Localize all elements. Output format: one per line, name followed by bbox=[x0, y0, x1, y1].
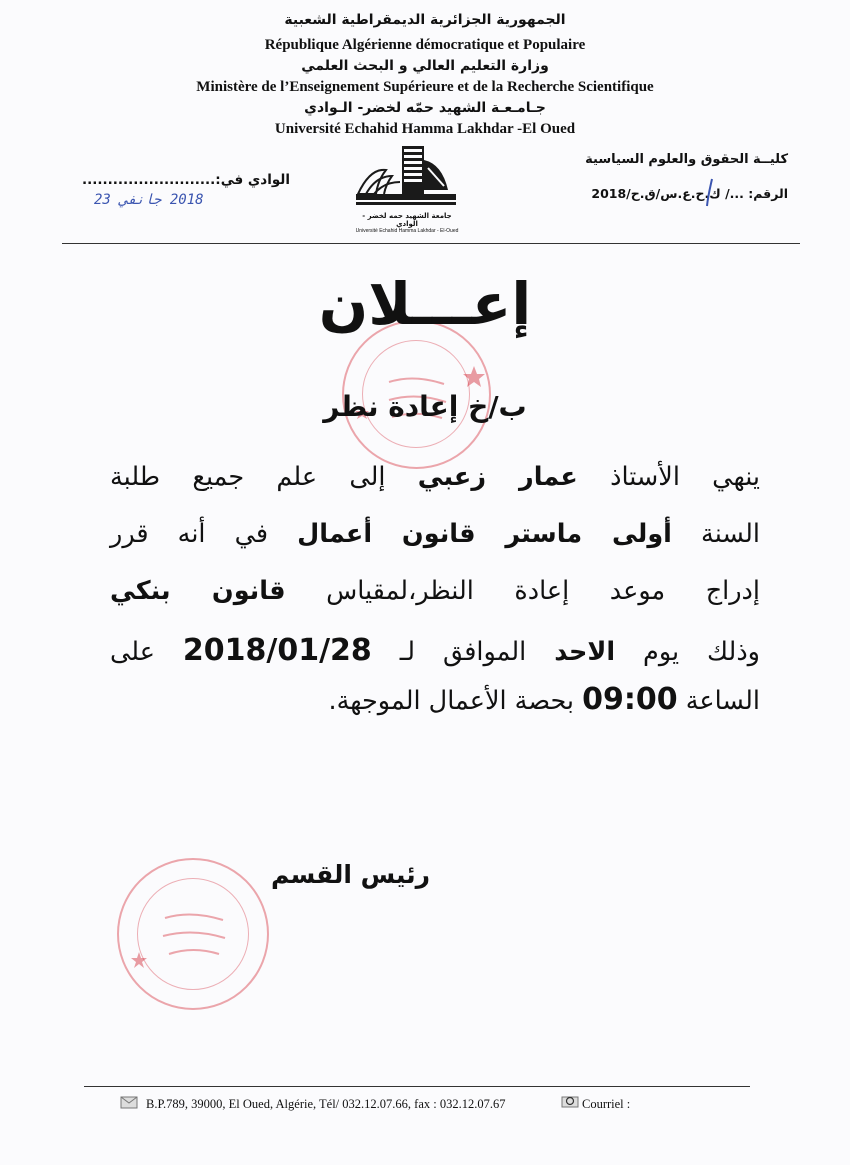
ministry-title-ar: وزارة التعليم العالي و البحث العلمي bbox=[301, 58, 549, 74]
notice-body-line-2: السنة أولى ماستر قانون أعمال في أنه قرر bbox=[110, 519, 760, 549]
footer-address: B.P.789, 39000, El Oued, Algérie, Tél/ 032.12.07.66, fax : 032.12.07.67 bbox=[146, 1097, 506, 1111]
email-icon bbox=[561, 1094, 579, 1108]
university-logo bbox=[352, 140, 462, 232]
handwritten-ref-mark bbox=[700, 176, 720, 208]
notice-body-line-1: ينهي الأستاذ عمار زعبي إلى علم جميع طلبة bbox=[110, 462, 760, 492]
notice-title: إعـــلان bbox=[318, 270, 532, 338]
faculty-name: كليــة الحقوق والعلوم السياسية bbox=[585, 152, 788, 167]
republic-title-fr: République Algérienne démocratique et Populaire bbox=[264, 37, 586, 53]
logo-caption-fr: Université Echahid Hamma Lakhdar - El-Oued bbox=[355, 228, 459, 234]
signature-label: رئيس القسم bbox=[270, 860, 430, 889]
republic-title-ar: الجمهورية الجزائرية الديمقراطية الشعبية bbox=[284, 12, 566, 28]
notice-body-line-4: وذلك يوم الاحد الموافق لـ 2018/01/28 على bbox=[110, 633, 760, 668]
footer-email-label: Courriel : bbox=[582, 1097, 631, 1111]
header-divider bbox=[62, 243, 800, 244]
notice-subtitle: ب/خ إعادة نظر bbox=[323, 390, 527, 423]
official-stamp-bottom bbox=[117, 858, 269, 1010]
logo-caption-ar: جامعة الشهيد حمه لخضر - الوادي bbox=[362, 212, 452, 228]
place-date-field: الوادي في:.......................... bbox=[81, 172, 290, 188]
university-building-icon bbox=[352, 140, 462, 208]
university-title-fr: Université Echahid Hamma Lakhdar -El Oued bbox=[274, 121, 576, 137]
university-title-ar: جـامـعـة الشهيد حمّه لخضر- الـوادي bbox=[304, 100, 546, 116]
notice-body-line-5: الساعة 09:00 بحصة الأعمال الموجهة. bbox=[328, 682, 760, 717]
stamp-star-icon-2 bbox=[119, 860, 267, 1008]
notice-body-line-3: إدراج موعد إعادة النظر،لمقياس قانون بنكي bbox=[110, 576, 760, 606]
handwritten-date: 2018 جانفي 23 bbox=[94, 192, 204, 208]
ministry-title-fr: Ministère de l’Enseignement Supérieure et de la Recherche Scientifique bbox=[196, 79, 654, 95]
envelope-icon bbox=[120, 1096, 138, 1109]
reference-number: الرقم: .../ ك.ح.ع.س/ق.ح/2018 bbox=[591, 186, 788, 201]
footer-divider bbox=[84, 1086, 750, 1087]
